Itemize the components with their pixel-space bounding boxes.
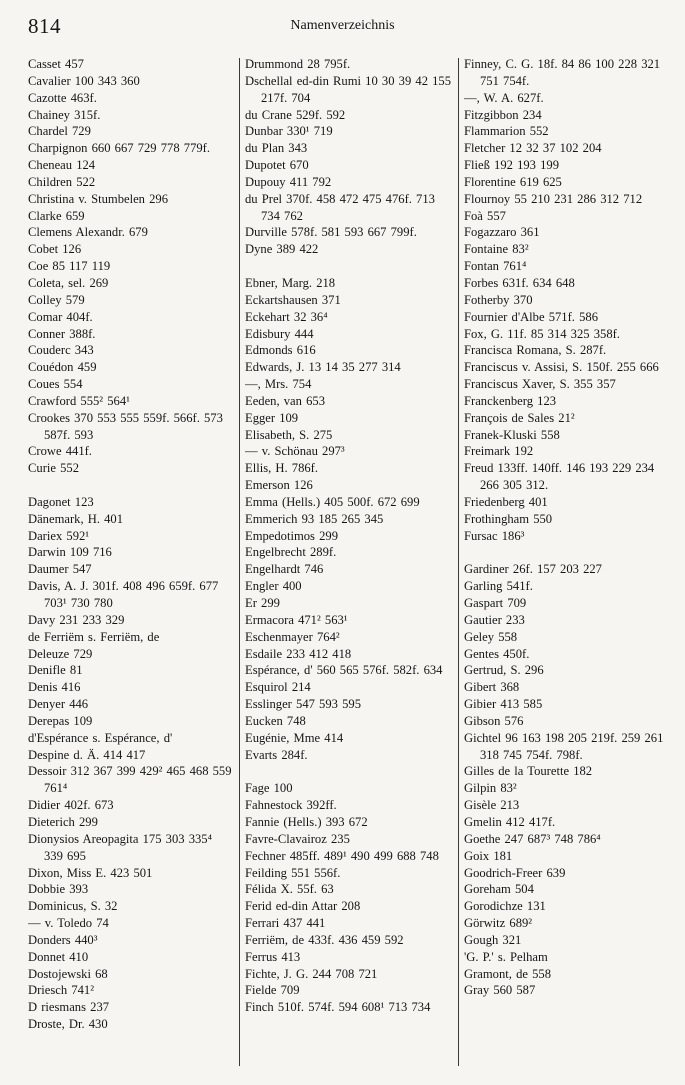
index-entry: Couédon 459 (28, 360, 97, 375)
index-entry: Franciscus Xaver, S. 355 357 (464, 377, 616, 392)
index-entry: Favre-Clavairoz 235 (245, 831, 350, 846)
index-entry: Dupotet 670 (245, 158, 309, 173)
index-entry: Franek-Kluski 558 (464, 427, 560, 442)
index-entry: Gilpin 83² (464, 781, 517, 796)
index-entry: Edisbury 444 (245, 326, 314, 341)
index-entry: Ferriëm, de 433f. 436 459 592 (245, 932, 404, 947)
index-entry: Dupouy 411 792 (245, 174, 332, 189)
index-entry: Foà 557 (464, 208, 506, 223)
index-entry: Dunbar 330¹ 719 (245, 124, 333, 139)
index-entry: Empedotimos 299 (245, 528, 338, 543)
index-entry: Dessoir 312 367 399 429² 465 468 559 761⁴ (28, 764, 232, 796)
index-entry: Conner 388f. (28, 326, 96, 341)
index-entry: Clarke 659 (28, 208, 85, 223)
letter-group-gap (464, 544, 666, 561)
index-entry: Gramont, de 558 (464, 966, 551, 981)
index-entry: Denis 416 (28, 680, 81, 695)
index-entry: Gisèle 213 (464, 798, 520, 813)
index-entry: Ferrus 413 (245, 949, 301, 964)
index-entry: Fließ 192 193 199 (464, 158, 560, 173)
index-entry: Clemens Alexandr. 679 (28, 225, 148, 240)
index-entry: Goreham 504 (464, 882, 534, 897)
index-entry: Fahnestock 392ff. (245, 798, 337, 813)
index-column-2 (245, 56, 453, 1066)
index-entry: Dobbie 393 (28, 882, 89, 897)
index-entry: Ferrari 437 441 (245, 916, 326, 931)
index-entry: Droste, Dr. 430 (28, 1017, 108, 1032)
index-entry: Ellis, H. 786f. (245, 461, 319, 476)
index-entry: Gibier 413 585 (464, 697, 543, 712)
index-entry: Derepas 109 (28, 713, 93, 728)
index-entry: Espérance, d' 560 565 576f. 582f. 634 (245, 663, 443, 678)
index-entry: Goodrich-Freer 639 (464, 865, 566, 880)
index-entry: Fitzgibbon 234 (464, 107, 542, 122)
column-divider-1 (239, 58, 240, 1066)
index-entry: Ebner, Marg. 218 (245, 275, 336, 290)
index-entry: Engelbrecht 289f. (245, 545, 337, 560)
index-entry: du Crane 529f. 592 (245, 107, 346, 122)
index-entry: Fage 100 (245, 781, 293, 796)
index-entry: Frothingham 550 (464, 511, 553, 526)
index-entry: Drummond 28 795f. (245, 57, 351, 71)
index-entry: Franckenberg 123 (464, 393, 557, 408)
index-entry: Gilles de la Tourette 182 (464, 764, 593, 779)
index-entry: Dariex 592¹ (28, 528, 90, 543)
letter-group-gap (245, 763, 453, 780)
index-entry: d'Espérance s. Espérance, d' (28, 730, 173, 745)
index-entry: 'G. P.' s. Pelham (464, 949, 548, 964)
index-entry: Friedenberg 401 (464, 494, 548, 509)
running-title: Namenverzeichnis (290, 18, 395, 33)
index-entry: Esquirol 214 (245, 680, 311, 695)
index-entry: Eckartshausen 371 (245, 292, 341, 307)
index-entry: Fournier d'Albe 571f. 586 (464, 309, 598, 324)
index-entry: Francisca Romana, S. 287f. (464, 343, 607, 358)
index-entry: Eeden, van 653 (245, 393, 325, 408)
index-entry: Deleuze 729 (28, 646, 93, 661)
index-entry: Fotherby 370 (464, 292, 533, 307)
index-entry: Comar 404f. (28, 309, 93, 324)
index-entry: Couderc 343 (28, 343, 94, 358)
index-entry: Freud 133ff. 140ff. 146 193 229 234 266 305 312. (464, 461, 655, 493)
index-entry: Fannie (Hells.) 393 672 (245, 814, 368, 829)
page-header (28, 14, 657, 44)
index-entry: Goix 181 (464, 848, 513, 863)
index-entry: Curie 552 (28, 461, 80, 476)
index-entry: Davy 231 233 329 (28, 612, 125, 627)
index-entry: Donders 440³ (28, 932, 98, 947)
index-entry: Cavalier 100 343 360 (28, 73, 140, 88)
index-entry: Christina v. Stumbelen 296 (28, 191, 169, 206)
index-entry: Emma (Hells.) 405 500f. 672 699 (245, 494, 420, 509)
index-entry: Chardel 729 (28, 124, 91, 139)
index-entry: Ermacora 471² 563¹ (245, 612, 348, 627)
index-entry: Dagonet 123 (28, 494, 94, 509)
index-entry: Geley 558 (464, 629, 518, 644)
index-entry: Freimark 192 (464, 444, 534, 459)
index-entry: Gautier 233 (464, 612, 525, 627)
index-entry: Davis, A. J. 301f. 408 496 659f. 677 703¹ 730 780 (28, 579, 219, 610)
index-entry: François de Sales 21² (464, 410, 575, 425)
index-entry: Gorodichze 131 (464, 899, 546, 914)
index-entry: Dixon, Miss E. 423 501 (28, 865, 153, 880)
index-entry: Fletcher 12 32 37 102 204 (464, 141, 602, 156)
index-entry: Gichtel 96 163 198 205 219f. 259 261 318 745 754f. 798f. (464, 730, 664, 762)
index-entry: Gertrud, S. 296 (464, 663, 544, 678)
index-entry: Crawford 555² 564¹ (28, 393, 130, 408)
index-entry: Crowe 441f. (28, 444, 92, 459)
index-entries-column-3 (464, 56, 666, 999)
index-entry: Emmerich 93 185 265 345 (245, 511, 384, 526)
index-entry: Emerson 126 (245, 478, 313, 493)
index-entry: Forbes 631f. 634 648 (464, 275, 575, 290)
index-entry: Finney, C. G. 18f. 84 86 100 228 321 751 754f. (464, 57, 661, 88)
index-entry: Egger 109 (245, 410, 299, 425)
index-entry: Children 522 (28, 174, 96, 189)
index-entry: Donnet 410 (28, 949, 89, 964)
page-number: 814 (28, 14, 61, 38)
index-entry: Flammarion 552 (464, 124, 549, 139)
index-entry: Darwin 109 716 (28, 545, 112, 560)
index-entry: Cazotte 463f. (28, 90, 97, 105)
index-entry: Fontan 761⁴ (464, 259, 527, 274)
index-entry: Franciscus v. Assisi, S. 150f. 255 666 (464, 360, 659, 375)
index-entry: Denifle 81 (28, 663, 83, 678)
index-entry: Fechner 485ff. 489¹ 490 499 688 748 (245, 848, 439, 863)
index-entry: Dänemark, H. 401 (28, 511, 124, 526)
index-entry: Esslinger 547 593 595 (245, 697, 361, 712)
index-entry: Evarts 284f. (245, 747, 308, 762)
index-entry: Charpignon 660 667 729 778 779f. (28, 141, 211, 156)
index-entry: Feilding 551 556f. (245, 865, 341, 880)
index-entry: Fox, G. 11f. 85 314 325 358f. (464, 326, 620, 341)
index-entry: Colley 579 (28, 292, 85, 307)
index-column-1 (28, 56, 234, 1066)
index-entry: Finch 510f. 574f. 594 608¹ 713 734 (245, 1000, 431, 1015)
index-entry: Gibson 576 (464, 713, 524, 728)
index-entry: Dionysios Areopagita 175 303 335⁴ 339 695 (28, 831, 212, 863)
index-entry: Didier 402f. 673 (28, 798, 114, 813)
index-entry: Fursac 186³ (464, 528, 525, 543)
index-body (28, 56, 664, 1066)
index-entry: —, W. A. 627f. (464, 90, 544, 105)
index-entry: Chainey 315f. (28, 107, 101, 122)
index-entry: Fontaine 83² (464, 242, 529, 257)
index-entry: Eugénie, Mme 414 (245, 730, 344, 745)
index-entry: Félida X. 55f. 63 (245, 882, 334, 897)
index-entry: Fichte, J. G. 244 708 721 (245, 966, 378, 981)
index-entry: — v. Toledo 74 (28, 916, 109, 931)
index-entry: Engelhardt 746 (245, 562, 324, 577)
index-entry: — v. Schönau 297³ (245, 444, 345, 459)
index-entry: Casset 457 (28, 57, 84, 71)
index-entry: Despine d. Ä. 414 417 (28, 747, 146, 762)
index-entry: Durville 578f. 581 593 667 799f. (245, 225, 417, 240)
index-entry: Dostojewski 68 (28, 966, 108, 981)
index-entry: Esdaile 233 412 418 (245, 646, 352, 661)
index-entries-column-2 (245, 56, 453, 1016)
index-entry: Eschenmayer 764² (245, 629, 340, 644)
index-entry: Fielde 709 (245, 983, 300, 998)
index-entry: Daumer 547 (28, 562, 92, 577)
index-entry: Coues 554 (28, 377, 83, 392)
index-entry: Dieterich 299 (28, 814, 98, 829)
letter-group-gap (245, 258, 453, 275)
index-entry: Driesch 741² (28, 983, 94, 998)
index-entry: Florentine 619 625 (464, 174, 562, 189)
index-entry: Eucken 748 (245, 713, 306, 728)
index-entry: Denyer 446 (28, 697, 89, 712)
index-entry: Gaspart 709 (464, 596, 527, 610)
index-entry: Coe 85 117 119 (28, 259, 111, 274)
index-entry: Engler 400 (245, 579, 302, 594)
index-entry: du Prel 370f. 458 472 475 476f. 713 734 762 (245, 191, 435, 223)
index-entry: Crookes 370 553 555 559f. 566f. 573 587f. 593 (28, 410, 223, 442)
index-entry: D riesmans 237 (28, 1000, 110, 1015)
index-entry: Cobet 126 (28, 242, 82, 257)
index-entry: Flournoy 55 210 231 286 312 712 (464, 191, 643, 206)
index-entry: Elisabeth, S. 275 (245, 427, 333, 442)
index-entry: Fogazzaro 361 (464, 225, 540, 240)
index-entry: Gmelin 412 417f. (464, 814, 556, 829)
index-entry: Garling 541f. (464, 579, 533, 594)
index-entry: Gardiner 26f. 157 203 227 (464, 562, 602, 577)
index-entry: Coleta, sel. 269 (28, 275, 109, 290)
index-entry: Gray 560 587 (464, 983, 536, 998)
letter-group-gap (28, 477, 234, 494)
index-entry: Gough 321 (464, 932, 522, 947)
index-entry: Dschellal ed-din Rumi 10 30 39 42 155 217f. 704 (245, 73, 452, 105)
index-entries-column-1 (28, 56, 234, 1033)
index-entry: Dyne 389 422 (245, 242, 319, 257)
index-column-3 (464, 56, 666, 1066)
index-entry: Görwitz 689² (464, 916, 533, 931)
index-entry: de Ferriëm s. Ferriëm, de (28, 629, 160, 644)
index-entry: Goethe 247 687³ 748 786⁴ (464, 831, 601, 846)
index-entry: Edmonds 616 (245, 343, 316, 358)
index-entry: Dominicus, S. 32 (28, 899, 118, 914)
index-entry: Cheneau 124 (28, 158, 96, 173)
index-entry: Ferid ed-din Attar 208 (245, 899, 361, 914)
index-entry: —, Mrs. 754 (245, 377, 312, 392)
index-entry: Er 299 (245, 596, 280, 610)
index-entry: Gentes 450f. (464, 646, 530, 661)
index-entry: Gibert 368 (464, 680, 520, 695)
index-entry: Eckehart 32 36⁴ (245, 309, 328, 324)
index-entry: Edwards, J. 13 14 35 277 314 (245, 360, 401, 375)
column-divider-2 (458, 58, 459, 1066)
index-entry: du Plan 343 (245, 141, 308, 156)
